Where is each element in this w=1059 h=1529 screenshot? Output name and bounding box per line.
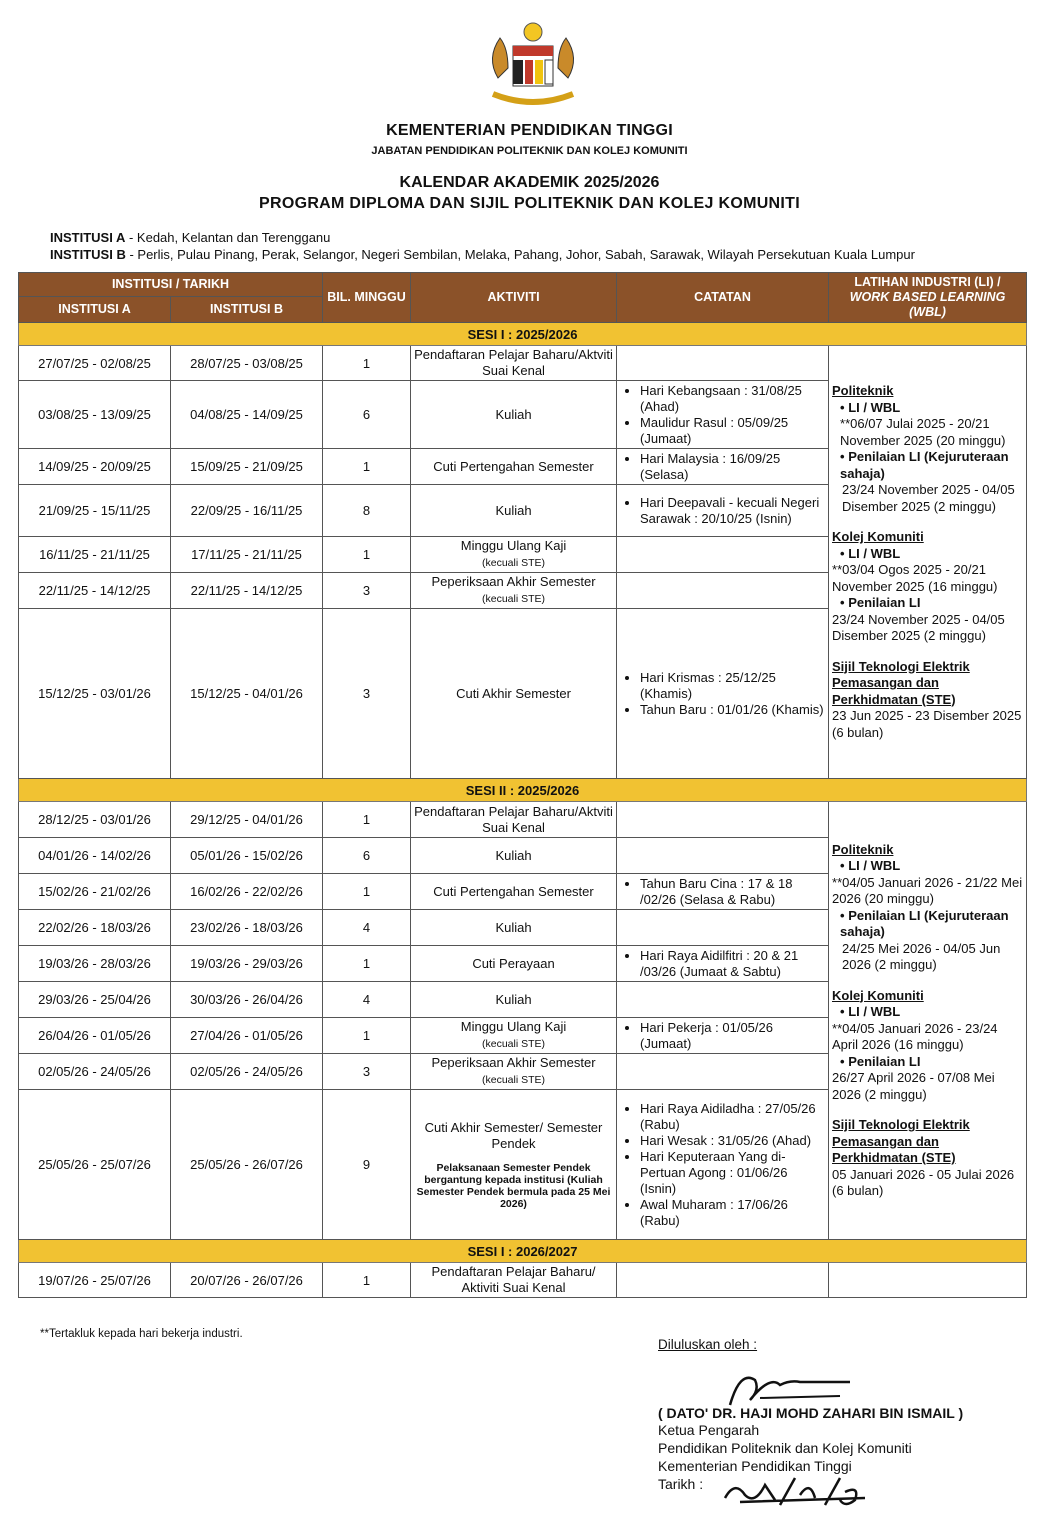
inst-b-date: 19/03/26 - 29/03/26 xyxy=(171,946,323,982)
inst-a-date: 15/02/26 - 21/02/26 xyxy=(19,874,171,910)
holiday-note: • Awal Muharam : 17/06/26 (Rabu) xyxy=(640,1197,825,1229)
inst-b-date: 30/03/26 - 26/04/26 xyxy=(171,982,323,1018)
activity xyxy=(411,573,617,609)
activity-qualifier: (kecuali STE) xyxy=(482,593,546,605)
week-count: 6 xyxy=(323,838,411,874)
activity-qualifier: (kecuali STE) xyxy=(482,1074,546,1086)
institusi-a-label: INSTITUSI A xyxy=(50,230,126,245)
holiday-note: • Hari Wesak : 31/05/26 (Ahad) xyxy=(640,1133,825,1149)
penilaian-label: • Penilaian LI (Kejuruteraan sahaja) xyxy=(840,449,1009,481)
inst-b-date: 29/12/25 - 04/01/26 xyxy=(171,802,323,838)
inst-a-date: 04/01/26 - 14/02/26 xyxy=(19,838,171,874)
wbl-cell-session-3 xyxy=(829,1263,1027,1298)
activity-label: Cuti Akhir Semester/ Semester Pendek xyxy=(424,1119,603,1151)
holiday-note: • Tahun Baru : 01/01/26 (Khamis) xyxy=(640,702,825,718)
notes-cell xyxy=(617,910,829,946)
notes-cell xyxy=(617,449,829,485)
week-count: 1 xyxy=(323,1018,411,1054)
program-title: PROGRAM DIPLOMA DAN SIJIL POLITEKNIK DAN KOLEJ KOMUNITI xyxy=(259,195,800,212)
inst-a-date: 29/03/26 - 25/04/26 xyxy=(19,982,171,1018)
table-row xyxy=(19,1263,1027,1298)
activity-qualifier: (kecuali STE) xyxy=(482,557,546,569)
week-count: 4 xyxy=(323,982,411,1018)
notes-cell xyxy=(617,838,829,874)
signature-image xyxy=(720,1360,860,1410)
holiday-note: • Hari Malaysia : 16/09/25 (Selasa) xyxy=(640,451,825,483)
short-semester-note: Pelaksanaan Semester Pendek bergantung kepada institusi (Kuliah Semester Pendek bermula pada 25 Mei 2026) xyxy=(416,1161,611,1210)
penilaian-dates: 26/27 April 2026 - 07/08 Mei 2026 (2 minggu) xyxy=(832,1070,995,1102)
activity xyxy=(411,1054,617,1090)
signatory-position: Ketua Pengarah xyxy=(658,1422,760,1438)
signatory-ministry: Kementerian Pendidikan Tinggi xyxy=(658,1458,852,1474)
penilaian-dates: 23/24 November 2025 - 04/05 Disember 2025 (2 minggu) xyxy=(842,482,1015,514)
holiday-note: • Maulidur Rasul : 05/09/25 (Jumaat) xyxy=(640,415,825,447)
activity: Pendaftaran Pelajar Baharu/ Aktiviti Suai Kenal xyxy=(411,1263,617,1298)
holiday-note: • Hari Kebangsaan : 31/08/25 (Ahad) xyxy=(640,383,825,415)
li-wbl-label: • LI / WBL xyxy=(840,545,901,561)
holiday-note: • Hari Pekerja : 01/05/26 (Jumaat) xyxy=(640,1020,825,1052)
notes-cell xyxy=(617,802,829,838)
li-wbl-label: • LI / WBL xyxy=(840,1004,901,1019)
wbl-cell-session-1 xyxy=(829,346,1027,779)
inst-b-date: 04/08/25 - 14/09/25 xyxy=(171,381,323,449)
holiday-note: • Tahun Baru Cina : 17 & 18 /02/26 (Selasa & Rabu) xyxy=(640,876,825,908)
session-1-banner: SESI I : 2025/2026 xyxy=(19,323,1027,346)
inst-a-date: 22/11/25 - 14/12/25 xyxy=(19,573,171,609)
inst-b-date: 28/07/25 - 03/08/25 xyxy=(171,346,323,381)
week-count: 1 xyxy=(323,346,411,381)
politeknik-heading: Politeknik xyxy=(832,841,894,857)
activity-label: Minggu Ulang Kaji xyxy=(460,538,567,553)
wbl-header xyxy=(829,273,1027,323)
institusi-a-states: - Kedah, Kelantan dan Terengganu xyxy=(125,230,331,245)
department-heading: JABATAN PENDIDIKAN POLITEKNIK DAN KOLEJ KOMUNITI xyxy=(371,145,688,157)
activity-qualifier: (kecuali STE) xyxy=(482,1038,546,1050)
notes-cell xyxy=(617,609,829,779)
activity: Pendaftaran Pelajar Baharu/Aktviti Suai Kenal xyxy=(411,346,617,381)
inst-b-date: 27/04/26 - 01/05/26 xyxy=(171,1018,323,1054)
notes-cell xyxy=(617,946,829,982)
ste-heading: Sijil Teknologi Elektrik Pemasangan dan Perkhidmatan (STE) xyxy=(832,1117,970,1165)
notes-cell xyxy=(617,485,829,537)
inst-b-date: 22/11/25 - 14/12/25 xyxy=(171,573,323,609)
academic-calendar-table xyxy=(18,272,1027,1298)
week-count: 3 xyxy=(323,1054,411,1090)
week-count: 9 xyxy=(323,1090,411,1240)
notes-cell xyxy=(617,982,829,1018)
inst-a-date: 21/09/25 - 15/11/25 xyxy=(19,485,171,537)
ministry-heading: KEMENTERIAN PENDIDIKAN TINGGI xyxy=(386,122,673,139)
session-3-banner: SESI I : 2026/2027 xyxy=(19,1240,1027,1263)
li-wbl-dates: **04/05 Januari 2026 - 21/22 Mei 2026 (20 minggu) xyxy=(832,874,1023,906)
inst-a-date: 26/04/26 - 01/05/26 xyxy=(19,1018,171,1054)
activity: Cuti Akhir Semester xyxy=(411,609,617,779)
footnote: **Tertakluk kepada hari bekerja industri. xyxy=(40,1328,243,1340)
notes-header: CATATAN xyxy=(617,273,829,323)
date-label: Tarikh : xyxy=(658,1476,704,1492)
wbl-header-line1: LATIHAN INDUSTRI (LI) / xyxy=(854,275,1001,289)
li-wbl-dates: **06/07 Julai 2025 - 20/21 November 2025 (20 minggu) xyxy=(840,416,1006,448)
activity: Kuliah xyxy=(411,485,617,537)
week-count: 1 xyxy=(323,874,411,910)
activity: Kuliah xyxy=(411,982,617,1018)
inst-b-date: 02/05/26 - 24/05/26 xyxy=(171,1054,323,1090)
notes-cell xyxy=(617,381,829,449)
institusi-a-line xyxy=(50,230,330,245)
penilaian-dates: 23/24 November 2025 - 04/05 Disember 2025 (2 minggu) xyxy=(832,611,1005,643)
week-count: 4 xyxy=(323,910,411,946)
inst-b-date: 15/09/25 - 21/09/25 xyxy=(171,449,323,485)
inst-a-date: 28/12/25 - 03/01/26 xyxy=(19,802,171,838)
signatory-department: Pendidikan Politeknik dan Kolej Komuniti xyxy=(658,1440,912,1456)
inst-a-date: 16/11/25 - 21/11/25 xyxy=(19,537,171,573)
penilaian-label: • Penilaian LI (Kejuruteraan sahaja) xyxy=(840,907,1009,939)
activity: Kuliah xyxy=(411,910,617,946)
signatory-name: ( DATO' DR. HAJI MOHD ZAHARI BIN ISMAIL ) xyxy=(658,1405,964,1421)
notes-cell xyxy=(617,874,829,910)
activity xyxy=(411,1090,617,1240)
penilaian-label: • Penilaian LI xyxy=(840,1053,921,1069)
inst-b-date: 17/11/25 - 21/11/25 xyxy=(171,537,323,573)
notes-cell xyxy=(617,1263,829,1298)
inst-a-date: 14/09/25 - 20/09/25 xyxy=(19,449,171,485)
week-count: 1 xyxy=(323,946,411,982)
activity: Cuti Pertengahan Semester xyxy=(411,449,617,485)
week-count: 1 xyxy=(323,449,411,485)
holiday-note: • Hari Deepavali - kecuali Negeri Sarawak : 20/10/25 (Isnin) xyxy=(640,495,825,527)
coat-of-arms-logo xyxy=(478,18,588,110)
li-wbl-dates: **03/04 Ogos 2025 - 20/21 November 2025 (16 minggu) xyxy=(832,562,998,594)
institusi-b-states: - Perlis, Pulau Pinang, Perak, Selangor, Negeri Sembilan, Melaka, Pahang, Johor, Sabah, Sarawak, Wilayah Persekutuan Kuala Lumpur xyxy=(125,247,915,262)
inst-a-date: 19/07/26 - 25/07/26 xyxy=(19,1263,171,1298)
inst-a-date: 25/05/26 - 25/07/26 xyxy=(19,1090,171,1240)
activity-header: AKTIVITI xyxy=(411,273,617,323)
politeknik-heading: Politeknik xyxy=(832,383,894,398)
week-count: 8 xyxy=(323,485,411,537)
notes-cell xyxy=(617,573,829,609)
holiday-note: • Hari Krismas : 25/12/25 (Khamis) xyxy=(640,670,825,702)
inst-b-header: INSTITUSI B xyxy=(171,297,323,323)
notes-cell xyxy=(617,1054,829,1090)
ste-heading: Sijil Teknologi Elektrik Pemasangan dan Perkhidmatan (STE) xyxy=(832,658,970,707)
inst-b-date: 23/02/26 - 18/03/26 xyxy=(171,910,323,946)
inst-a-date: 19/03/26 - 28/03/26 xyxy=(19,946,171,982)
activity: Kuliah xyxy=(411,838,617,874)
activity: Kuliah xyxy=(411,381,617,449)
activity xyxy=(411,537,617,573)
notes-cell xyxy=(617,346,829,381)
week-count: 1 xyxy=(323,1263,411,1298)
ste-dates: 05 Januari 2026 - 05 Julai 2026 (6 bulan) xyxy=(832,1166,1015,1198)
activity-label: Minggu Ulang Kaji xyxy=(460,1019,567,1034)
table-row xyxy=(19,802,1027,838)
li-wbl-dates: **04/05 Januari 2026 - 23/24 April 2026 (16 minggu) xyxy=(832,1020,998,1052)
calendar-title: KALENDAR AKADEMIK 2025/2026 xyxy=(399,174,660,191)
week-count: 1 xyxy=(323,802,411,838)
inst-a-date: 22/02/26 - 18/03/26 xyxy=(19,910,171,946)
inst-b-date: 20/07/26 - 26/07/26 xyxy=(171,1263,323,1298)
li-wbl-label: • LI / WBL xyxy=(840,399,901,415)
wbl-cell-session-2 xyxy=(829,802,1027,1240)
handwritten-date xyxy=(720,1470,870,1510)
holiday-note: • Hari Raya Aidilfitri : 20 & 21 /03/26 (Jumaat & Sabtu) xyxy=(640,948,825,980)
notes-cell xyxy=(617,1090,829,1240)
inst-b-date: 15/12/25 - 04/01/26 xyxy=(171,609,323,779)
kolej-komuniti-heading: Kolej Komuniti xyxy=(832,987,924,1003)
inst-b-date: 22/09/25 - 16/11/25 xyxy=(171,485,323,537)
weeks-header: BIL. MINGGU xyxy=(323,273,411,323)
inst-date-header: INSTITUSI / TARIKH xyxy=(19,273,323,297)
li-wbl-label: • LI / WBL xyxy=(840,858,901,873)
activity: Cuti Perayaan xyxy=(411,946,617,982)
inst-a-date: 15/12/25 - 03/01/26 xyxy=(19,609,171,779)
week-count: 3 xyxy=(323,609,411,779)
table-row xyxy=(19,346,1027,381)
inst-a-date: 02/05/26 - 24/05/26 xyxy=(19,1054,171,1090)
week-count: 3 xyxy=(323,573,411,609)
ste-dates: 23 Jun 2025 - 23 Disember 2025 (6 bulan) xyxy=(832,708,1022,740)
notes-cell xyxy=(617,1018,829,1054)
inst-b-date: 25/05/26 - 26/07/26 xyxy=(171,1090,323,1240)
penilaian-label: • Penilaian LI xyxy=(840,595,921,610)
activity-label: Peperiksaan Akhir Semester xyxy=(431,1055,596,1070)
activity-label: Peperiksaan Akhir Semester xyxy=(431,574,596,589)
inst-a-date: 27/07/25 - 02/08/25 xyxy=(19,346,171,381)
activity: Pendaftaran Pelajar Baharu/Aktviti Suai Kenal xyxy=(411,802,617,838)
notes-cell xyxy=(617,537,829,573)
week-count: 1 xyxy=(323,537,411,573)
activity xyxy=(411,1018,617,1054)
activity: Cuti Pertengahan Semester xyxy=(411,874,617,910)
week-count: 6 xyxy=(323,381,411,449)
inst-b-date: 05/01/26 - 15/02/26 xyxy=(171,838,323,874)
holiday-note: • Hari Keputeraan Yang di-Pertuan Agong : 01/06/26 (Isnin) xyxy=(640,1149,825,1197)
penilaian-dates: 24/25 Mei 2026 - 04/05 Jun 2026 (2 minggu) xyxy=(842,940,1001,972)
institusi-b-line xyxy=(50,247,915,262)
inst-a-header: INSTITUSI A xyxy=(19,297,171,323)
kolej-komuniti-heading: Kolej Komuniti xyxy=(832,529,924,544)
inst-a-date: 03/08/25 - 13/09/25 xyxy=(19,381,171,449)
wbl-header-line2: WORK BASED LEARNING (WBL) xyxy=(849,290,1006,319)
institusi-b-label: INSTITUSI B xyxy=(50,247,126,262)
holiday-note: • Hari Raya Aidiladha : 27/05/26 (Rabu) xyxy=(640,1101,825,1133)
inst-b-date: 16/02/26 - 22/02/26 xyxy=(171,874,323,910)
approved-by-label: Diluluskan oleh : xyxy=(658,1337,758,1352)
session-2-banner: SESI II : 2025/2026 xyxy=(19,779,1027,802)
